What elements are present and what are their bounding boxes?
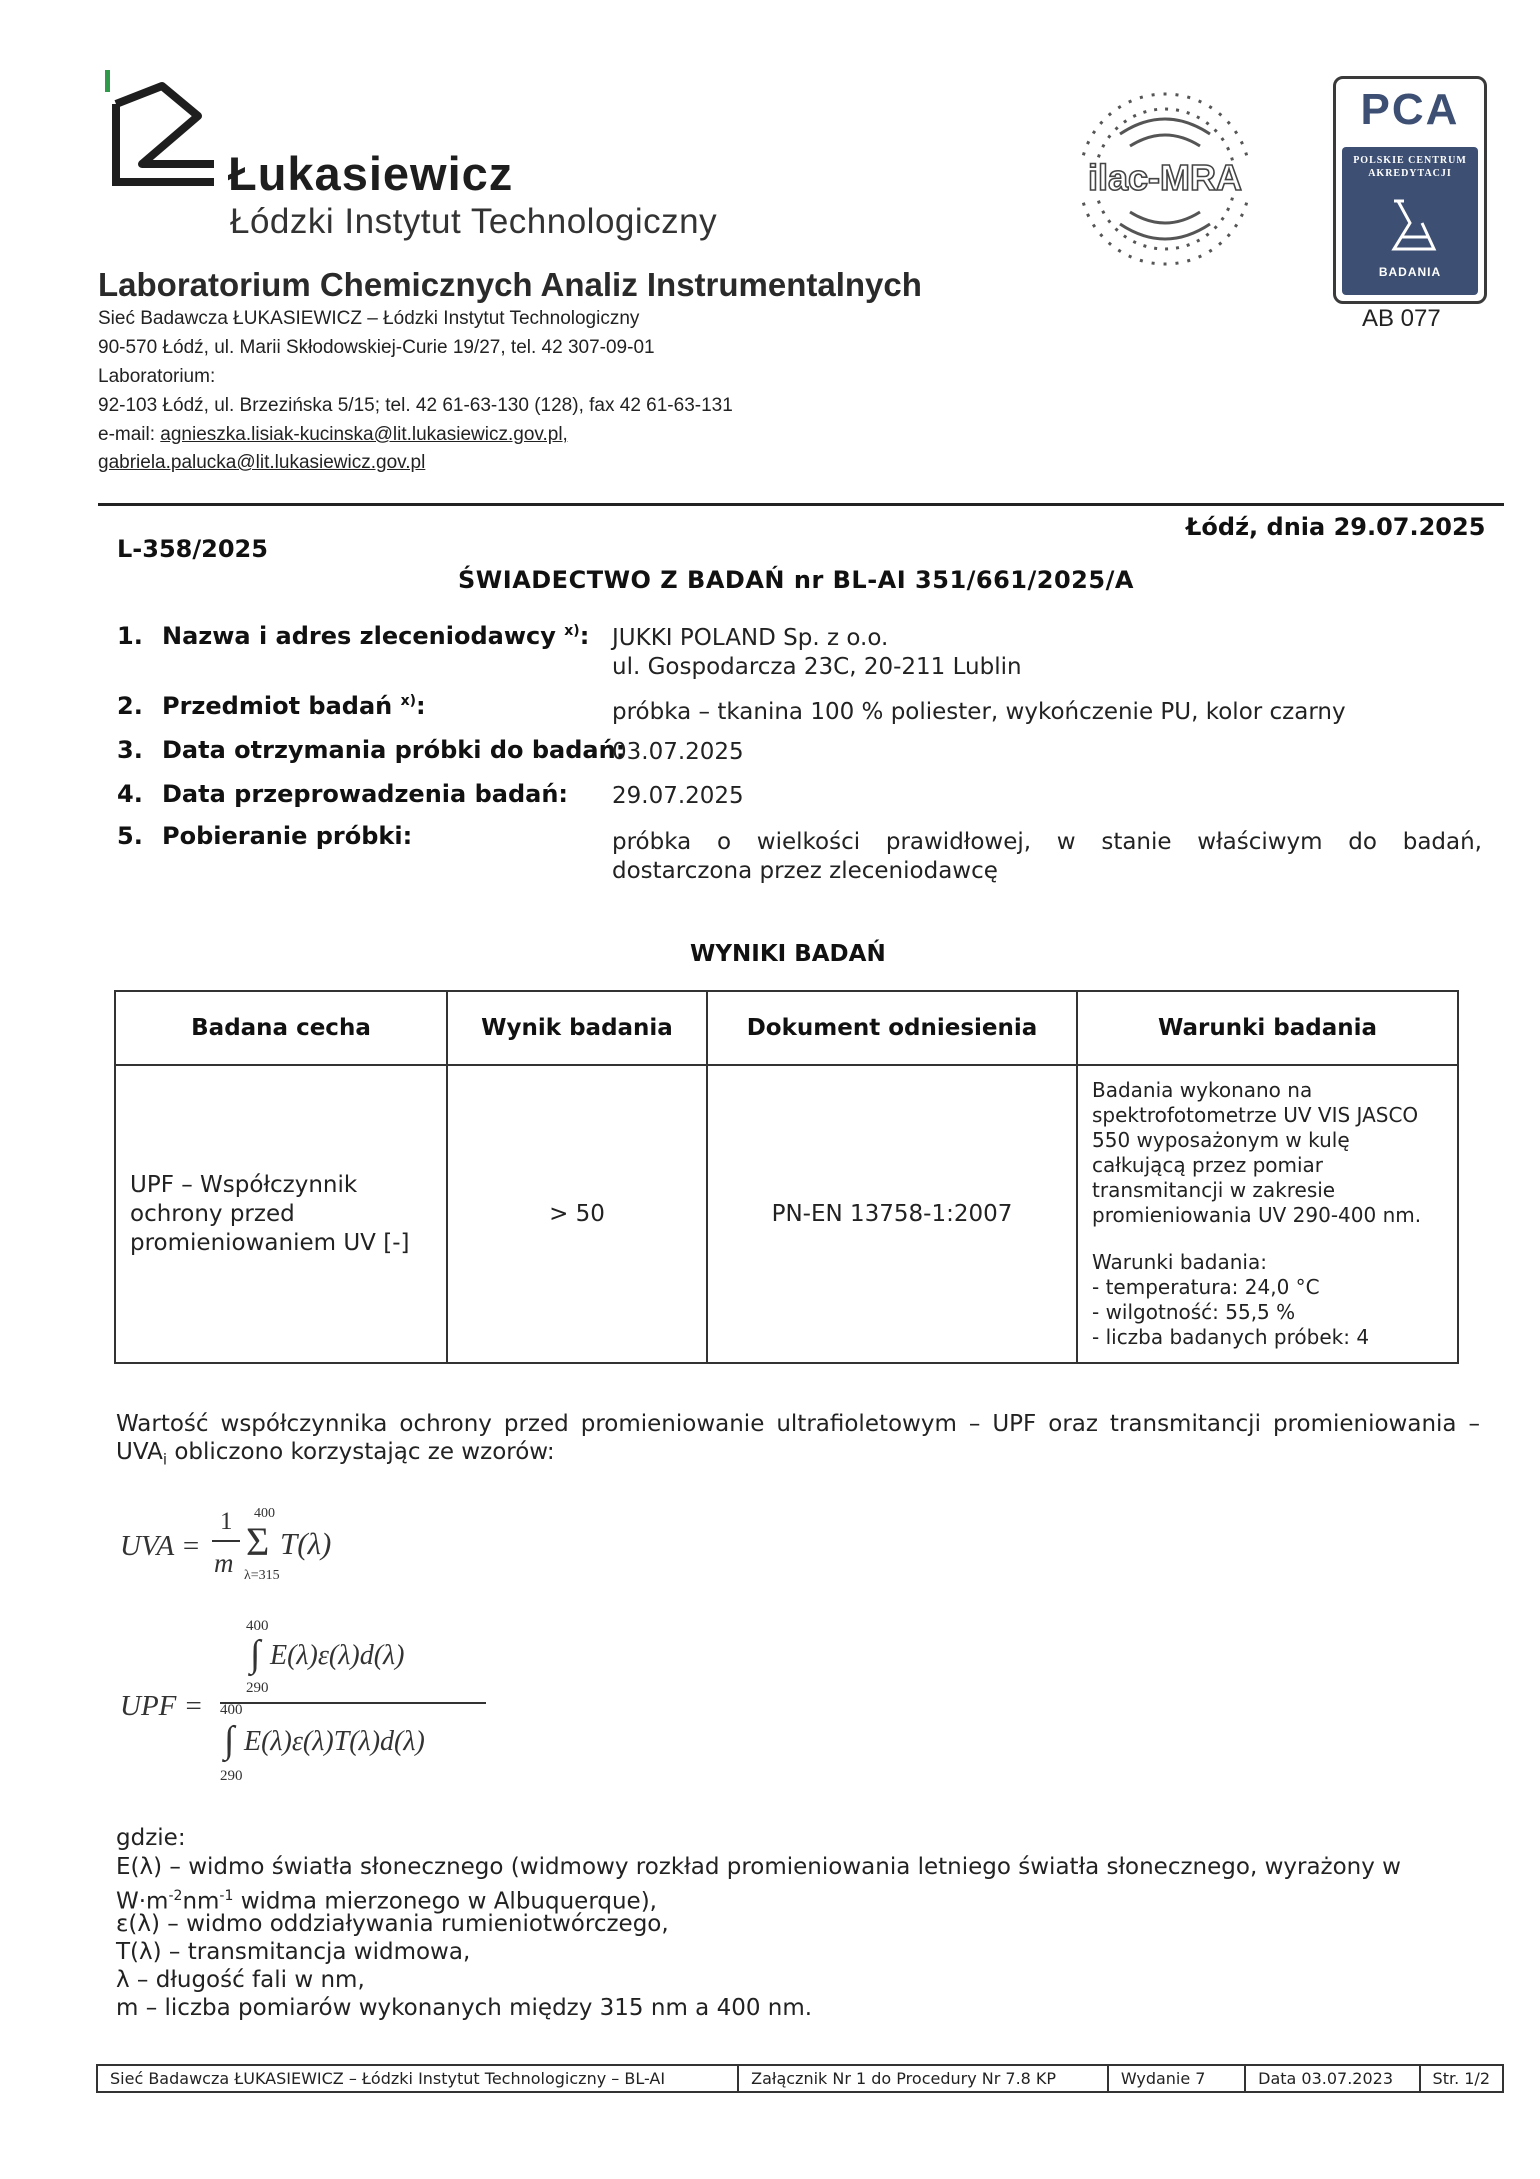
conditions-item: - temperatura: 24,0 °C <box>1092 1275 1320 1299</box>
brand-name: Łukasiewicz <box>228 147 514 200</box>
table-header: Dokument odniesienia <box>707 991 1077 1065</box>
lab-name: Laboratorium Chemicznych Analiz Instrumentalnych <box>98 266 922 303</box>
conditions-item: - wilgotność: 55,5 % <box>1092 1300 1296 1324</box>
pca-subtitle-line: AKREDYTACJI <box>1368 168 1452 179</box>
reference-number: L-358/2025 <box>117 535 268 563</box>
conditions-item: - liczba badanych próbek: 4 <box>1092 1325 1370 1349</box>
description-paragraph: Wartość współczynnika ochrony przed promieniowanie ultrafioletowym – UPF oraz transmitancji promieniowania – $UVA_i$ obliczono korzystając ze wzorów: <box>116 1411 1480 1469</box>
results-title: WYNIKI BADAŃ <box>690 941 886 967</box>
table-cell-result: > 50 <box>447 1065 707 1363</box>
footer-cell: Załącznik Nr 1 do Procedury Nr 7.8 KP <box>739 2066 1109 2091</box>
results-table <box>114 990 1459 1364</box>
table-cell-conditions <box>1077 1065 1458 1363</box>
pca-accreditation-badge <box>1333 76 1487 304</box>
certificate-title: ŚWIADECTWO Z BADAŃ nr BL-AI 351/661/2025/A <box>458 566 1134 594</box>
ilac-mra-seal <box>1050 64 1280 298</box>
flask-icon <box>1376 193 1446 263</box>
conditions-text: Badania wykonano na spektrofotometrze UV VIS JASCO 550 wyposażonym w kulę całkującą przez pomiar transmitancji w zakresie promieniowania UV 290-400 nm. <box>1092 1078 1422 1227</box>
legend-line: λ – długość fali w nm, <box>116 1967 365 1993</box>
email-prefix: e-mail: <box>98 424 161 445</box>
item-value: próbka o wielkości prawidłowej, w stanie właściwym do badań, dostarczona przez zleceniodawcę <box>612 829 1482 884</box>
item-number: 3. <box>117 736 143 764</box>
legend-line: ε(λ) – widmo oddziaływania rumieniotwórczego, <box>116 1911 669 1937</box>
footer-cell: Data 03.07.2023 <box>1246 2066 1420 2091</box>
table-cell-feature: UPF – Współczynnik ochrony przed promieniowaniem UV [-] <box>115 1065 447 1363</box>
address-line: 90-570 Łódź, ul. Marii Skłodowskiej-Curie 19/27, tel. 42 307-09-01 <box>98 337 655 358</box>
item-number: 2. <box>117 692 143 720</box>
legend-line: T(λ) – transmitancja widmowa, <box>116 1939 471 1965</box>
item-label: Data przeprowadzenia badań: <box>162 780 568 808</box>
table-header: Wynik badania <box>447 991 707 1065</box>
header-divider <box>98 503 1504 506</box>
table-header: Badana cecha <box>115 991 447 1065</box>
item-label: Nazwa i adres zleceniodawcy $^{x)}$: <box>162 622 590 650</box>
conditions-label: Warunki badania: <box>1092 1250 1267 1274</box>
footer-cell: Wydanie 7 <box>1109 2066 1246 2091</box>
email-line <box>98 424 568 446</box>
item-label: Przedmiot badań $^{x)}$: <box>162 692 426 720</box>
accreditation-number: AB 077 <box>1362 305 1441 332</box>
legend-line: m – liczba pomiarów wykonanych między 315 nm a 400 nm. <box>116 1995 813 2021</box>
ilac-text: ilac-MRA <box>1087 157 1243 198</box>
legend-line: E(λ) – widmo światła słonecznego (widmowy rozkład promieniowania letniego światła słonecznego, wyrażony w <box>116 1854 1401 1880</box>
pca-badania-label: BADANIA <box>1378 265 1442 279</box>
item-label: Data otrzymania próbki do badań: <box>162 736 626 764</box>
legend-line: $W\cdot m^{-2}nm^{-1}$ widma mierzonego w Albuquerque), <box>116 1888 657 1915</box>
brand-subtitle: Łódzki Instytut Technologiczny <box>230 202 718 241</box>
pca-subtitle-line: POLSKIE CENTRUM <box>1353 155 1467 166</box>
footer-cell: Sieć Badawcza ŁUKASIEWICZ – Łódzki Instytut Technologiczny – BL-AI <box>98 2066 739 2091</box>
table-cell-document: PN-EN 13758-1:2007 <box>707 1065 1077 1363</box>
legend-title: gdzie: <box>116 1825 186 1851</box>
item-value: 29.07.2025 <box>612 783 744 809</box>
upf-formula: UPF = 400 ∫ E(λ)ε(λ)d(λ) 290 400 ∫ E(λ)ε(λ)T(λ)d(λ) 290 <box>120 1618 500 1798</box>
place-date: Łódź, dnia 29.07.2025 <box>1186 513 1486 541</box>
item-value: próbka – tkanina 100 % poliester, wykończenie PU, kolor czarny <box>612 699 1346 725</box>
email-link[interactable]: agnieszka.lisiak-kucinska@lit.lukasiewicz.gov.pl, <box>160 424 568 445</box>
email-link[interactable]: gabriela.palucka@lit.lukasiewicz.gov.pl <box>98 452 426 473</box>
item-number: 5. <box>117 822 143 850</box>
address-line: Sieć Badawcza ŁUKASIEWICZ – Łódzki Instytut Technologiczny <box>98 308 640 329</box>
item-value: 03.07.2025 <box>612 739 744 765</box>
page-footer <box>96 2064 1504 2093</box>
lukasiewicz-logo-icon <box>102 64 222 198</box>
item-number: 1. <box>117 622 143 650</box>
email-line <box>98 452 425 474</box>
uva-formula: UVA = 1 m 400 Σ λ=315 T(λ) <box>120 1506 332 1583</box>
footer-cell: Str. 1/2 <box>1432 2069 1490 2088</box>
table-header: Warunki badania <box>1077 991 1458 1065</box>
item-label: Pobieranie próbki: <box>162 822 413 850</box>
item-number: 4. <box>117 780 143 808</box>
item-value: ul. Gospodarcza 23C, 20-211 Lublin <box>612 654 1022 680</box>
pca-title: PCA <box>1360 85 1460 134</box>
address-line: Laboratorium: <box>98 366 216 387</box>
item-value: JUKKI POLAND Sp. z o.o. <box>612 625 889 651</box>
address-line: 92-103 Łódź, ul. Brzezińska 5/15; tel. 42 61-63-130 (128), fax 42 61-63-131 <box>98 395 733 416</box>
